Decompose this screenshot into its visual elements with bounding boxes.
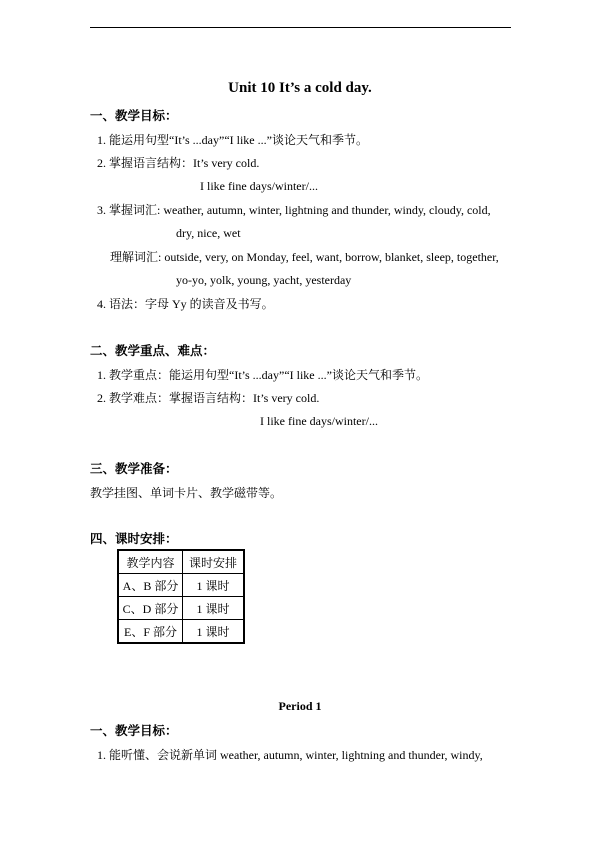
preparation-text: 教学挂图、单词卡片、教学磁带等。 — [90, 486, 283, 500]
key-point: 1. 教学重点：能运用句型“It’s ...day”“I like ...”谈论天气和季节。 — [97, 368, 428, 382]
unit-title: Unit 10 It’s a cold day. — [228, 80, 372, 96]
difficult-point-continued: I like fine days/winter/... — [260, 414, 378, 428]
objective-3-understanding-continued: yo-yo, yolk, young, yacht, yesterday — [176, 273, 352, 287]
table-header-row — [118, 550, 244, 574]
difficult-point: 2. 教学难点：掌握语言结构：It’s very cold. — [97, 391, 320, 405]
objective-2-continued: I like fine days/winter/... — [200, 179, 318, 193]
section-2-heading: 二、教学重点、难点： — [90, 344, 216, 358]
table-row — [118, 574, 244, 597]
table-cell: 1 课时 — [183, 620, 245, 644]
objective-3-continued: dry, nice, wet — [176, 226, 241, 240]
table-cell: E、F 部分 — [118, 620, 183, 644]
table-cell: C、D 部分 — [118, 597, 183, 620]
section-1-heading: 一、教学目标： — [90, 109, 178, 123]
objective-1: 1. 能运用句型“It’s ...day”“I like ...”谈论天气和季节。 — [97, 133, 368, 147]
table-cell: 1 课时 — [183, 597, 245, 620]
period-title: Period 1 — [278, 699, 322, 713]
period-1-section-heading: 一、教学目标： — [90, 724, 178, 738]
objective-2: 2. 掌握语言结构：It’s very cold. — [97, 156, 260, 170]
table-cell: 1 课时 — [183, 574, 245, 597]
period-1-objective-1: 1. 能听懂、会说新单词 weather, autumn, winter, lightning and thunder, windy, — [97, 748, 483, 762]
table-row — [118, 597, 244, 620]
section-4-heading: 四、课时安排： — [90, 532, 178, 546]
objective-3-understanding-vocab: 理解词汇: outside, very, on Monday, feel, want, borrow, blanket, sleep, together, — [110, 250, 499, 264]
header-rule — [90, 27, 511, 28]
table-cell: A、B 部分 — [118, 574, 183, 597]
objective-4: 4. 语法：字母 Yy 的读音及书写。 — [97, 297, 274, 311]
objective-3: 3. 掌握词汇: weather, autumn, winter, lightning and thunder, windy, cloudy, cold, — [97, 203, 491, 217]
section-3-heading: 三、教学准备： — [90, 462, 178, 476]
table-header-cell: 教学内容 — [118, 550, 183, 574]
table-header-cell: 课时安排 — [183, 550, 245, 574]
table-row — [118, 620, 244, 644]
schedule-table — [117, 549, 245, 644]
